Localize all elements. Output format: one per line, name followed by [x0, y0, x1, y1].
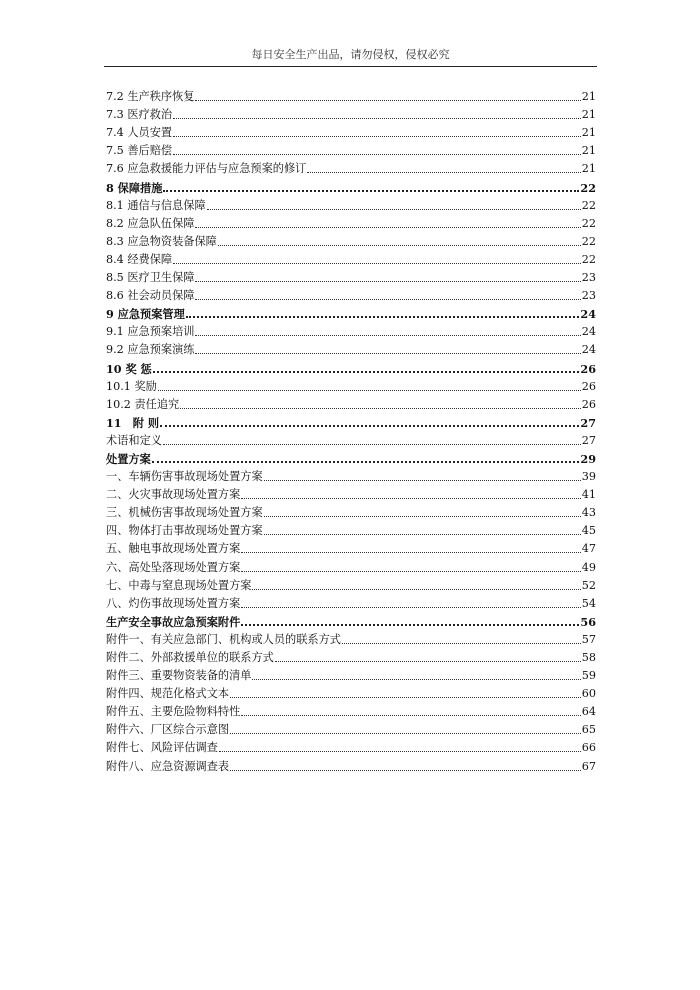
toc-entry-page-number: 26	[581, 397, 596, 411]
toc-entry[interactable]	[106, 520, 596, 538]
toc-entry[interactable]	[106, 285, 596, 303]
toc-entry-title: 9.2 应急预案演练	[106, 343, 195, 357]
toc-entry-page-number: 52	[581, 578, 596, 592]
toc-dot-leader	[218, 244, 581, 246]
toc-entry-page-number: 22	[581, 252, 596, 266]
toc-dot-leader	[195, 334, 580, 336]
toc-entry-page-number: 65	[581, 723, 596, 737]
toc-entry-title: 7.3 医疗救治	[106, 108, 173, 122]
toc-entry-title: 10.2 责任追究	[106, 397, 180, 411]
toc-entry-title: 七、中毒与窒息现场处置方案	[106, 578, 252, 592]
toc-entry[interactable]	[106, 484, 596, 502]
toc-dot-leader	[195, 352, 580, 354]
toc-entry[interactable]	[106, 556, 596, 574]
toc-entry[interactable]	[106, 357, 596, 375]
toc-entry-page-number: 56	[580, 614, 596, 629]
toc-entry[interactable]	[106, 502, 596, 520]
toc-entry-title: 附件七、风险评估调查	[106, 741, 218, 755]
toc-dot-leader	[153, 370, 580, 373]
toc-dot-leader	[252, 678, 580, 680]
toc-dot-leader	[186, 315, 580, 318]
toc-dot-leader	[163, 189, 579, 192]
toc-entry[interactable]	[106, 158, 596, 176]
toc-entry-page-number: 26	[580, 361, 596, 376]
toc-dot-leader	[158, 389, 581, 391]
toc-entry-page-number: 24	[581, 343, 596, 357]
toc-entry[interactable]	[106, 755, 596, 773]
toc-dot-leader	[173, 262, 581, 264]
toc-entry-title: 10 奖 惩	[106, 361, 152, 376]
toc-entry-title: 7.2 生产秩序恢复	[106, 90, 195, 104]
toc-entry[interactable]	[106, 466, 596, 484]
toc-entry-page-number: 66	[581, 741, 596, 755]
toc-entry[interactable]	[106, 140, 596, 158]
toc-entry-page-number: 59	[581, 669, 596, 683]
toc-entry-title: 8.4 经费保障	[106, 252, 173, 266]
toc-dot-leader	[241, 570, 580, 572]
toc-entry-page-number: 22	[580, 180, 596, 195]
toc-dot-leader	[230, 732, 581, 734]
toc-entry-page-number: 26	[581, 379, 596, 393]
toc-entry[interactable]	[106, 321, 596, 339]
toc-entry-page-number: 22	[581, 216, 596, 230]
toc-entry-title: 附件六、厂区综合示意图	[106, 723, 230, 737]
toc-entry[interactable]	[106, 701, 596, 719]
toc-entry[interactable]	[106, 122, 596, 140]
toc-dot-leader	[241, 606, 580, 608]
header-text: 每日安全生产出品，请勿侵权，侵权必究	[251, 48, 450, 61]
toc-entry-page-number: 22	[581, 234, 596, 248]
toc-entry[interactable]	[106, 86, 596, 104]
toc-entry[interactable]	[106, 213, 596, 231]
toc-dot-leader	[241, 623, 579, 626]
toc-entry-title: 附件四、规范化格式文本	[106, 687, 230, 701]
toc-entry-page-number: 21	[581, 162, 596, 176]
toc-entry-title: 二、火灾事故现场处置方案	[106, 488, 241, 502]
toc-entry-title: 8.2 应急队伍保障	[106, 216, 195, 230]
toc-entry[interactable]	[106, 647, 596, 665]
toc-entry[interactable]	[106, 629, 596, 647]
toc-entry[interactable]	[106, 665, 596, 683]
toc-entry-title: 9.1 应急预案培训	[106, 325, 195, 339]
toc-entry-page-number: 45	[581, 524, 596, 538]
toc-entry-title: 附件五、主要危险物料特性	[106, 705, 241, 719]
table-of-contents	[106, 86, 596, 774]
toc-dot-leader	[163, 443, 581, 445]
toc-entry[interactable]	[106, 195, 596, 213]
toc-entry-title: 8.3 应急物资装备保障	[106, 234, 217, 248]
toc-entry-page-number: 64	[581, 705, 596, 719]
toc-entry-page-number: 41	[581, 488, 596, 502]
toc-dot-leader	[173, 117, 581, 119]
toc-dot-leader	[230, 769, 581, 771]
toc-entry-title: 7.4 人员安置	[106, 126, 173, 140]
toc-entry-page-number: 22	[581, 198, 596, 212]
toc-dot-leader	[173, 135, 581, 137]
toc-dot-leader	[241, 714, 580, 716]
toc-entry-page-number: 23	[581, 271, 596, 285]
toc-entry-title: 11 附 则	[106, 415, 160, 430]
toc-dot-leader	[173, 153, 581, 155]
toc-entry-title: 8.6 社会动员保障	[106, 289, 195, 303]
toc-dot-leader	[152, 460, 580, 463]
toc-entry-title: 10.1 奖励	[106, 379, 157, 393]
toc-entry-title: 八、灼伤事故现场处置方案	[106, 596, 241, 610]
toc-entry-page-number: 21	[581, 126, 596, 140]
toc-entry-page-number: 67	[581, 759, 596, 773]
toc-entry[interactable]	[106, 538, 596, 556]
toc-dot-leader	[230, 696, 581, 698]
toc-dot-leader	[264, 479, 581, 481]
toc-entry[interactable]	[106, 303, 596, 321]
toc-entry-title: 处置方案	[106, 451, 151, 466]
toc-entry-page-number: 58	[581, 651, 596, 664]
toc-entry-title: 六、高处坠落现场处置方案	[106, 560, 241, 574]
toc-entry[interactable]	[106, 376, 596, 394]
toc-dot-leader	[195, 226, 580, 228]
toc-entry-page-number: 21	[581, 90, 596, 104]
page-header	[104, 48, 597, 67]
toc-entry-page-number: 24	[580, 307, 596, 322]
toc-entry-title: 附件二、外部救援单位的联系方式	[106, 651, 274, 664]
toc-dot-leader	[307, 171, 580, 173]
toc-entry[interactable]	[106, 231, 596, 249]
toc-dot-leader	[207, 208, 581, 210]
toc-entry-title: 9 应急预案管理	[106, 307, 185, 322]
toc-entry[interactable]	[106, 339, 596, 357]
toc-dot-leader	[342, 642, 581, 644]
toc-entry-page-number: 49	[581, 560, 596, 574]
toc-dot-leader	[275, 660, 581, 662]
toc-entry-page-number: 60	[581, 687, 596, 701]
toc-entry-title: 附件三、重要物资装备的清单	[106, 669, 252, 683]
toc-entry-page-number: 43	[581, 506, 596, 520]
toc-dot-leader	[241, 497, 580, 499]
toc-entry-title: 7.5 善后赔偿	[106, 144, 173, 158]
toc-entry[interactable]	[106, 394, 596, 412]
toc-entry-title: 四、物体打击事故现场处置方案	[106, 524, 263, 538]
toc-entry-title: 三、机械伤害事故现场处置方案	[106, 506, 263, 520]
toc-entry-title: 7.6 应急救援能力评估与应急预案的修订	[106, 162, 307, 176]
toc-dot-leader	[252, 588, 580, 590]
toc-entry[interactable]	[106, 412, 596, 430]
toc-entry-title: 8 保障措施	[106, 180, 163, 195]
toc-entry[interactable]	[106, 430, 596, 448]
toc-dot-leader	[195, 280, 580, 282]
toc-entry-title: 附件八、应急资源调查表	[106, 759, 230, 773]
toc-entry-title: 8.1 通信与信息保障	[106, 198, 206, 212]
toc-entry-page-number: 54	[581, 596, 596, 610]
toc-entry[interactable]	[106, 249, 596, 267]
toc-entry-page-number: 23	[581, 289, 596, 303]
toc-entry-title: 8.5 医疗卫生保障	[106, 271, 195, 285]
toc-entry-page-number: 29	[580, 451, 596, 466]
toc-dot-leader	[219, 750, 581, 752]
toc-entry-page-number: 21	[581, 108, 596, 122]
toc-entry-title: 术语和定义	[106, 433, 162, 447]
toc-entry-page-number: 27	[580, 415, 596, 430]
toc-entry[interactable]	[106, 593, 596, 611]
toc-dot-leader	[264, 533, 581, 535]
toc-entry-title: 附件一、有关应急部门、机构或人员的联系方式	[106, 632, 341, 646]
toc-entry-page-number: 27	[581, 433, 596, 447]
toc-entry-page-number: 47	[581, 542, 596, 556]
toc-entry[interactable]	[106, 737, 596, 755]
toc-entry[interactable]	[106, 683, 596, 701]
toc-entry-title: 生产安全事故应急预案附件	[106, 614, 241, 629]
toc-dot-leader	[180, 407, 581, 409]
toc-dot-leader	[195, 99, 580, 101]
toc-entry-page-number: 57	[581, 632, 596, 646]
toc-entry[interactable]	[106, 104, 596, 122]
toc-entry[interactable]	[106, 176, 596, 194]
toc-entry[interactable]	[106, 611, 596, 629]
toc-entry-page-number: 39	[581, 470, 596, 484]
toc-entry[interactable]	[106, 448, 596, 466]
toc-entry-title: 五、触电事故现场处置方案	[106, 542, 241, 556]
toc-entry[interactable]	[106, 575, 596, 593]
toc-entry-page-number: 21	[581, 144, 596, 158]
toc-entry[interactable]	[106, 267, 596, 285]
toc-entry-title: 一、车辆伤害事故现场处置方案	[106, 470, 263, 484]
toc-dot-leader	[160, 424, 579, 427]
toc-entry-page-number: 24	[581, 325, 596, 339]
toc-entry[interactable]	[106, 719, 596, 737]
toc-dot-leader	[241, 551, 580, 553]
toc-dot-leader	[195, 298, 580, 300]
toc-dot-leader	[264, 515, 581, 517]
